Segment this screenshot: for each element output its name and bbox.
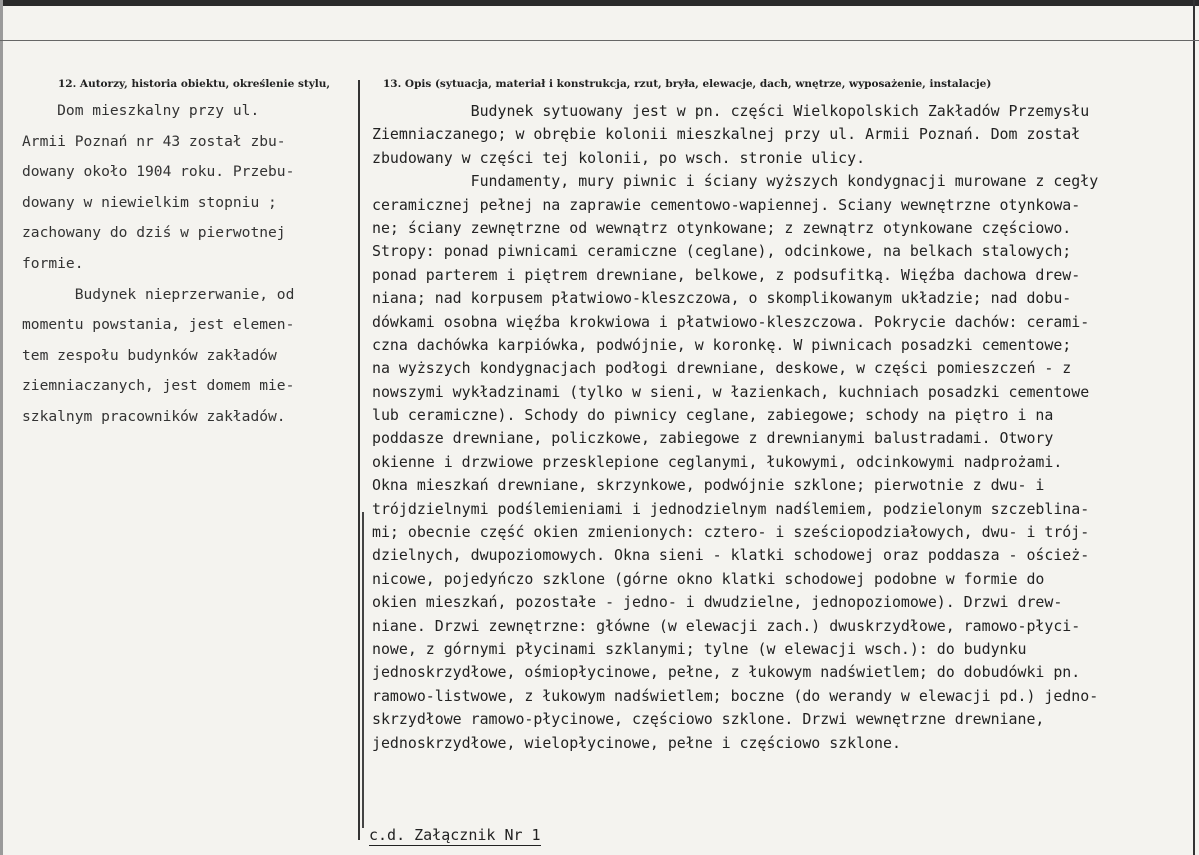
- right-border: [1193, 0, 1195, 855]
- description-line: zbudowany w części tej kolonii, po wsch. stronie ulicy.: [372, 148, 866, 167]
- description-line: na wyższych kondygnacjach podłogi drewniane, deskowe, w części pomieszczeń - z: [372, 359, 1072, 378]
- description-line: dzielnych, dwupoziomowych. Okna sieni - klatki schodowej oraz poddasza - oścież-: [372, 546, 1090, 565]
- description-line: trójdzielnymi podślemieniami i jednodzielnym nadślemiem, podzielonym szczeblina-: [372, 499, 1090, 518]
- section-13-heading: 13. Opis (sytuacja, materiał i konstrukcja, rzut, bryła, elewacje, dach, wnętrze, wyposażenie, instalacje): [383, 78, 992, 90]
- history-line: Budynek nieprzerwanie, od: [22, 285, 295, 303]
- description-line: Fundamenty, mury piwnic i ściany wyższych kondygnacji murowane z cegły: [372, 172, 1099, 191]
- left-border: [0, 0, 3, 855]
- description-line: lub ceramiczne). Schody do piwnicy ceglane, zabiegowe; schody na piętro i na: [372, 406, 1054, 425]
- history-line: Armii Poznań nr 43 został zbu-: [22, 132, 286, 150]
- column-divider: [358, 80, 360, 840]
- history-line: dowany w niewielkim stopniu ;: [22, 193, 277, 211]
- description-line: nicowe, pojedyńczo szklone (górne okno klatki schodowej podobne w formie do: [372, 569, 1045, 588]
- column-divider-lower: [362, 512, 364, 828]
- description-text: [372, 100, 1192, 755]
- history-line: formie.: [22, 254, 84, 272]
- description-line: Ziemniaczanego; w obrębie kolonii mieszkalnej przy ul. Armii Poznań. Dom został: [372, 125, 1081, 144]
- description-line: ceramicznej pełnej na zaprawie cementowo-wapiennej. Sciany wewnętrzne otynkowa-: [372, 195, 1081, 214]
- history-line: szkalnym pracowników zakładów.: [22, 407, 286, 425]
- description-line: nowe, z górnymi płycinami szklanymi; tylne (w elewacji wsch.): do budynku: [372, 639, 1027, 658]
- description-line: jednoskrzydłowe, wielopłycinowe, pełne i częściowo szklone.: [372, 733, 901, 752]
- description-line: jednoskrzydłowe, ośmiopłycinowe, pełne, z łukowym nadświetlem; do dobudówki pn.: [372, 663, 1081, 682]
- description-line: mi; obecnie część okien zmienionych: cztero- i sześciopodziałowych, dwu- i trój-: [372, 523, 1090, 542]
- description-line: ponad parterem i piętrem drewniane, belkowe, z podsufitką. Więźba dachowa drew-: [372, 265, 1081, 284]
- history-line: ziemniaczanych, jest domem mie-: [22, 377, 295, 395]
- history-line: zachowany do dziś w pierwotnej: [22, 224, 286, 242]
- description-line: Stropy: ponad piwnicami ceramiczne (ceglane), odcinkowe, na belkach stalowych;: [372, 242, 1072, 261]
- section-12-heading: 12. Autorzy, historia obiektu, określenie stylu,: [58, 78, 331, 90]
- description-line: niane. Drzwi zewnętrzne: główne (w elewacji zach.) dwuskrzydłowe, ramowo-płyci-: [372, 616, 1081, 635]
- continuation-attachment-link[interactable]: c.d. Załącznik Nr 1: [369, 826, 541, 844]
- description-line: skrzydłowe ramowo-płycinowe, częściowo szklone. Drzwi wewnętrzne drewniane,: [372, 710, 1045, 729]
- description-line: niana; nad korpusem płatwiowo-kleszczowa, o skomplikowanym układzie; nad dobu-: [372, 289, 1072, 308]
- description-line: nowszymi wykładzinami (tylko w sieni, w łazienkach, kuchniach posadzki cementowe: [372, 382, 1090, 401]
- history-line: Dom mieszkalny przy ul.: [22, 102, 260, 119]
- description-line: ne; ściany zewnętrzne od wewnątrz otynkowane; z zewnątrz otynkowane częściowo.: [372, 218, 1072, 237]
- top-border: [0, 0, 1199, 6]
- history-line: tem zespołu budynków zakładów: [22, 346, 277, 364]
- description-line: czna dachówka karpiówka, podwójnie, w koronkę. W piwnicach posadzki cementowe;: [372, 335, 1072, 354]
- description-line: Okna mieszkań drewniane, skrzynkowe, podwójnie szklone; pierwotnie z dwu- i: [372, 476, 1045, 495]
- history-line: dowany około 1904 roku. Przebu-: [22, 163, 295, 181]
- description-line: Budynek sytuowany jest w pn. części Wielkopolskich Zakładów Przemysłu: [372, 102, 1090, 120]
- description-line: ramowo-listwowe, z łukowym nadświetlem; boczne (do werandy w elewacji pd.) jedno-: [372, 686, 1099, 705]
- description-line: okien mieszkań, pozostałe - jedno- i dwudzielne, jednopoziomowe). Drzwi drew-: [372, 593, 1063, 612]
- history-line: momentu powstania, jest elemen-: [22, 316, 295, 334]
- faint-rule-top: [0, 40, 1199, 41]
- description-line: dówkami osobna więźba krokwiowa i płatwiowo-kleszczowa. Pokrycie dachów: cerami-: [372, 312, 1090, 331]
- description-line: okienne i drzwiowe przesklepione ceglanymi, łukowymi, odcinkowymi nadprożami.: [372, 452, 1063, 471]
- description-line: poddasze drewniane, policzkowe, zabiegowe z drewnianymi balustradami. Otwory: [372, 429, 1054, 448]
- history-text: [22, 96, 354, 433]
